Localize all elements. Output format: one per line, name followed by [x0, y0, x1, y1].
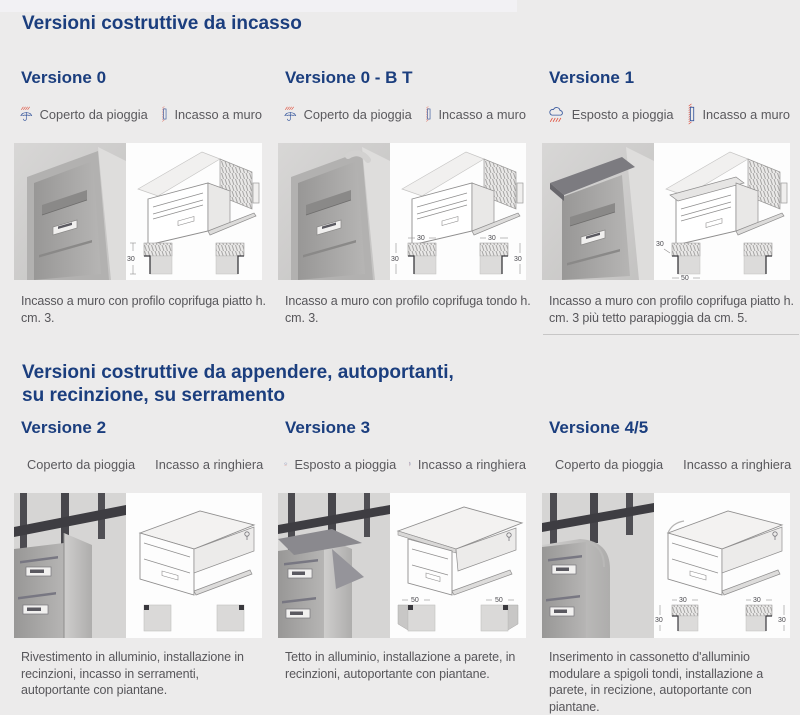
weather-label: Esposto a pioggia [572, 107, 674, 122]
section2-title: Versioni costruttive da appendere, autoportanti, su recinzione, su serramento [22, 361, 790, 407]
svg-text:30: 30 [417, 235, 425, 242]
svg-text:30: 30 [391, 256, 399, 263]
mount-label: Incasso a ringhiera [155, 457, 263, 472]
mount-label: Incasso a muro [439, 107, 527, 122]
wall-recess-icon [687, 95, 696, 133]
technical-drawing [390, 143, 526, 280]
caption: Incasso a muro con profilo coprifuga piatto h. cm. 3. [21, 293, 271, 326]
mount-label: Incasso a muro [703, 107, 791, 122]
mailbox-photo [14, 493, 126, 638]
caption: Rivestimento in alluminio, installazione in recinzioni, incasso in serramenti, autoportante con piantane. [21, 649, 271, 699]
mailbox-photo [14, 143, 126, 280]
feature-icons [284, 93, 526, 135]
caption: Incasso a muro con profilo coprifuga tondo h. cm. 3. [285, 293, 535, 326]
illustration [14, 493, 262, 638]
technical-drawing [126, 493, 262, 638]
version-title: Versione 2 [21, 417, 262, 439]
feature-icons [20, 93, 262, 135]
svg-text:50: 50 [411, 597, 419, 604]
mount-label: Incasso a ringhiera [418, 457, 526, 472]
illustration [542, 143, 790, 280]
technical-drawing [390, 493, 526, 638]
umbrella-covered-rain-icon [284, 96, 297, 132]
caption: Tetto in alluminio, installazione a parete, in recinzioni, autoportante con piantane. [285, 649, 535, 682]
version-card-3 [278, 417, 526, 715]
feature-icons [548, 443, 790, 485]
illustration [14, 143, 262, 280]
feature-icons [284, 443, 526, 485]
svg-text:30: 30 [753, 597, 761, 604]
version-title: Versione 3 [285, 417, 526, 439]
technical-drawing [654, 493, 790, 638]
illustration [278, 143, 526, 280]
version-title: Versione 1 [549, 67, 790, 89]
svg-text:30: 30 [655, 617, 663, 624]
svg-text:30: 30 [778, 617, 786, 624]
feature-icons [548, 93, 790, 135]
weather-label: Esposto a pioggia [295, 457, 397, 472]
railing-recess-icon [409, 445, 411, 483]
caption: Inserimento in cassonetto d'alluminio modulare a spigoli tondi, installazione a parete, in recizione, autoportante con piantane. [549, 649, 799, 715]
svg-text:50: 50 [495, 597, 503, 604]
svg-text:50: 50 [681, 275, 689, 280]
wall-recess-icon [425, 95, 432, 133]
weather-label: Coperto da pioggia [27, 457, 135, 472]
version-title: Versione 0 [21, 67, 262, 89]
technical-drawing [126, 143, 262, 280]
cloud-exposed-rain-icon [548, 97, 565, 131]
mailbox-photo [278, 493, 390, 638]
version-title: Versione 4/5 [549, 417, 790, 439]
section1-title: Versioni costruttive da incasso [22, 12, 790, 35]
versions-row-appendere [14, 417, 790, 715]
caption: Incasso a muro con profilo coprifuga piatto h. cm. 3 più tetto parapioggia da cm. 5. [549, 293, 799, 326]
mount-label: Incasso a ringhiera [683, 457, 791, 472]
version-card-1 [542, 67, 790, 335]
version-card-45 [542, 417, 790, 715]
technical-drawing [654, 143, 790, 280]
version-title: Versione 0 - B T [285, 67, 526, 89]
mailbox-photo [278, 143, 390, 280]
illustration [542, 493, 790, 638]
divider-line [543, 334, 799, 335]
weather-label: Coperto da pioggia [555, 457, 663, 472]
weather-label: Coperto da pioggia [40, 107, 148, 122]
mailbox-photo [542, 143, 654, 280]
weather-label: Coperto da pioggia [304, 107, 412, 122]
illustration [278, 493, 526, 638]
cloud-exposed-rain-icon [284, 447, 288, 481]
svg-text:30: 30 [679, 597, 687, 604]
versions-row-incasso [14, 67, 790, 335]
mount-label: Incasso a muro [175, 107, 263, 122]
version-card-0bt [278, 67, 526, 335]
svg-text:30: 30 [488, 235, 496, 242]
mailbox-photo [542, 493, 654, 638]
feature-icons [20, 443, 262, 485]
umbrella-covered-rain-icon [20, 96, 33, 132]
wall-recess-icon [161, 95, 168, 133]
svg-text:30: 30 [514, 256, 522, 263]
version-card-2 [14, 417, 262, 715]
svg-text:30: 30 [127, 256, 135, 263]
version-card-0 [14, 67, 262, 335]
svg-text:30: 30 [656, 241, 664, 248]
